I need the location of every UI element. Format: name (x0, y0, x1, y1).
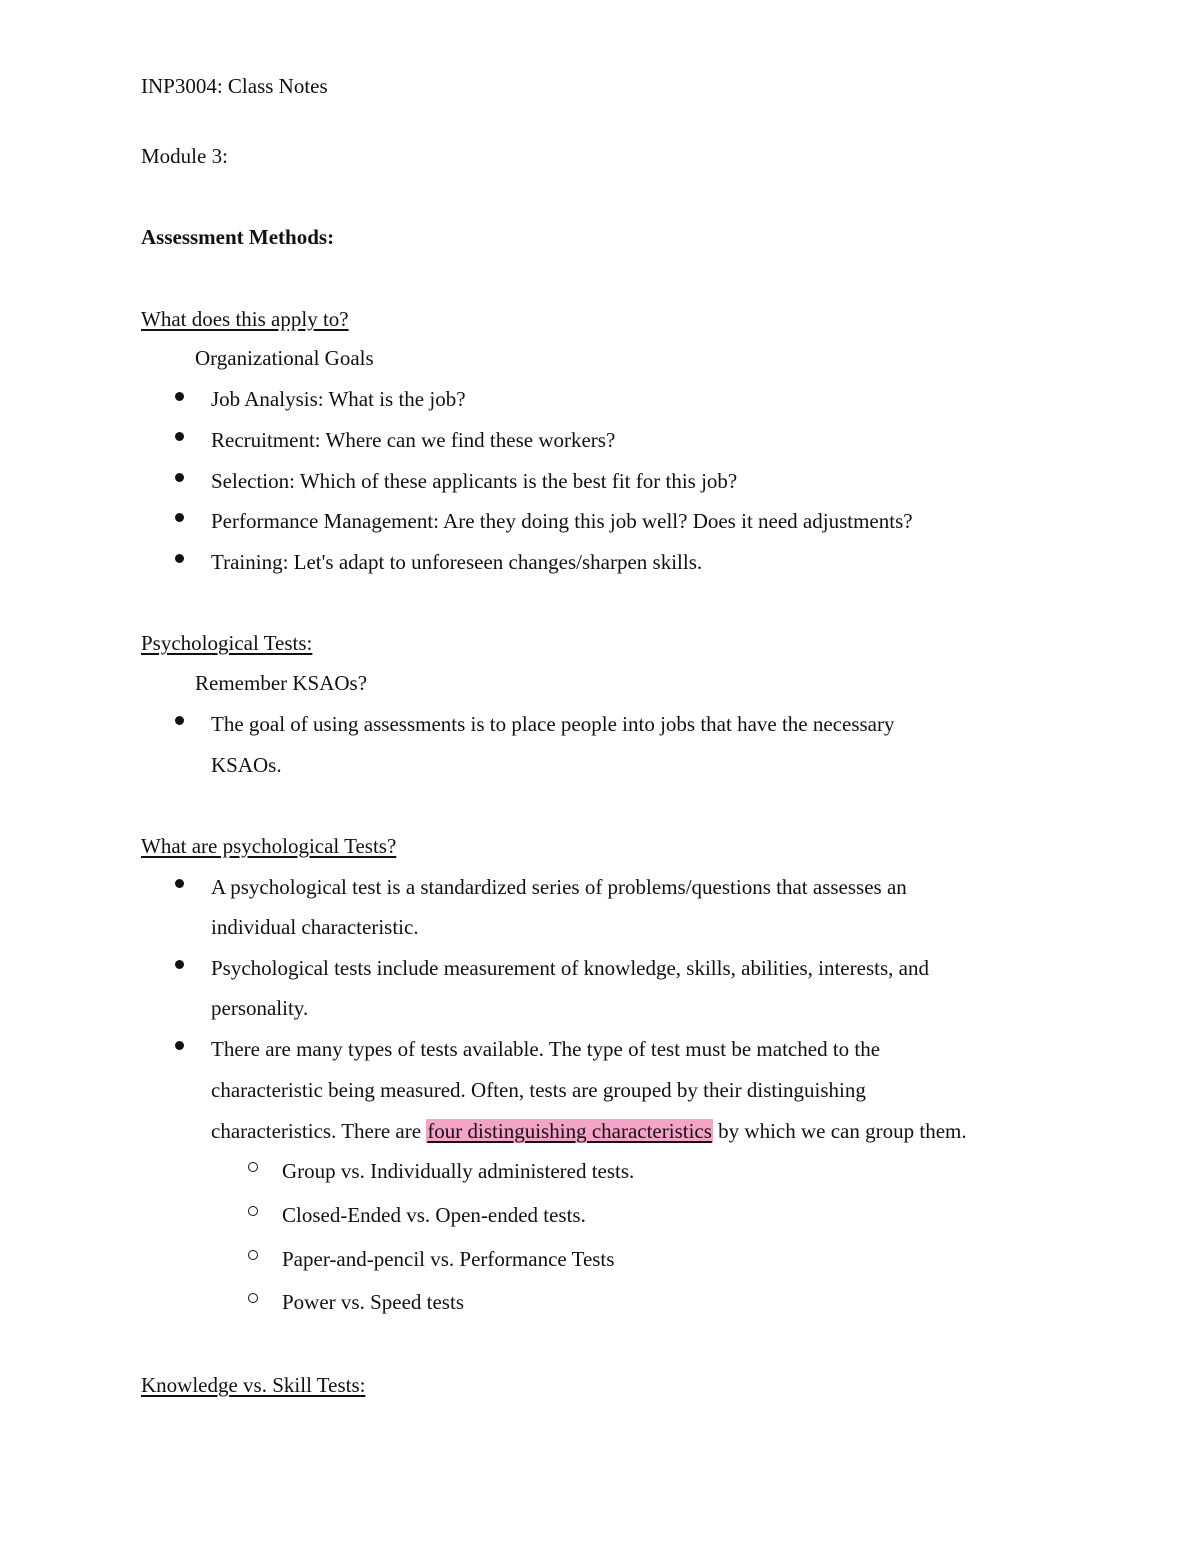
list-item-line: characteristic being measured. Often, tests are grouped by their distinguishing (211, 1078, 866, 1102)
sub-list-item: Paper-and-pencil vs. Performance Tests (282, 1247, 615, 1271)
list-item: Training: Let's adapt to unforeseen changes/sharpen skills. (211, 550, 703, 574)
list-item: Selection: Which of these applicants is the best fit for this job? (211, 469, 738, 493)
what-are-heading: What are psychological Tests? (141, 834, 397, 858)
bullet-icon (175, 473, 184, 482)
hollow-bullet-icon (248, 1250, 258, 1260)
list-item-line (211, 1117, 967, 1145)
module-label: Module 3: (141, 144, 228, 168)
bullet-icon (175, 960, 184, 969)
bullet-icon (175, 716, 184, 725)
bullet-icon (175, 1041, 184, 1050)
sub-list-item: Power vs. Speed tests (282, 1290, 464, 1314)
sub-list-item: Closed-Ended vs. Open-ended tests. (282, 1203, 586, 1227)
apply-subheading: Organizational Goals (195, 346, 374, 370)
knowledge-heading: Knowledge vs. Skill Tests: (141, 1373, 366, 1397)
bullet-icon (175, 879, 184, 888)
hollow-bullet-icon (248, 1162, 258, 1172)
list-item-line: There are many types of tests available. The type of test must be matched to the (211, 1037, 881, 1061)
psych-tests-heading: Psychological Tests: (141, 631, 313, 655)
list-item-line: individual characteristic. (211, 915, 419, 939)
list-item: Job Analysis: What is the job? (211, 387, 466, 411)
bullet-icon (175, 513, 184, 522)
course-title: INP3004: Class Notes (141, 74, 328, 98)
list-item-line: KSAOs. (211, 753, 282, 777)
bullet-icon (175, 432, 184, 441)
section-heading: Assessment Methods: (141, 225, 335, 249)
list-item-line: personality. (211, 996, 309, 1020)
bullet-icon (175, 392, 184, 401)
psych-tests-subheading: Remember KSAOs? (195, 671, 368, 695)
sub-list-item: Group vs. Individually administered tests. (282, 1159, 635, 1183)
bullet-icon (175, 554, 184, 563)
list-item-line: Psychological tests include measurement of knowledge, skills, abilities, interests, and (211, 956, 929, 980)
list-item-line: The goal of using assessments is to place people into jobs that have the necessary (211, 712, 895, 736)
list-item: Recruitment: Where can we find these workers? (211, 428, 616, 452)
hollow-bullet-icon (248, 1206, 258, 1216)
list-item-line: A psychological test is a standardized series of problems/questions that assesses an (211, 875, 907, 899)
text-segment: characteristics. There are (211, 1119, 427, 1143)
apply-heading: What does this apply to? (141, 307, 349, 331)
hollow-bullet-icon (248, 1293, 258, 1303)
list-item: Performance Management: Are they doing this job well? Does it need adjustments? (211, 509, 913, 533)
highlighted-text: four distinguishing characteristics (427, 1119, 712, 1143)
text-segment: by which we can group them. (712, 1119, 967, 1143)
